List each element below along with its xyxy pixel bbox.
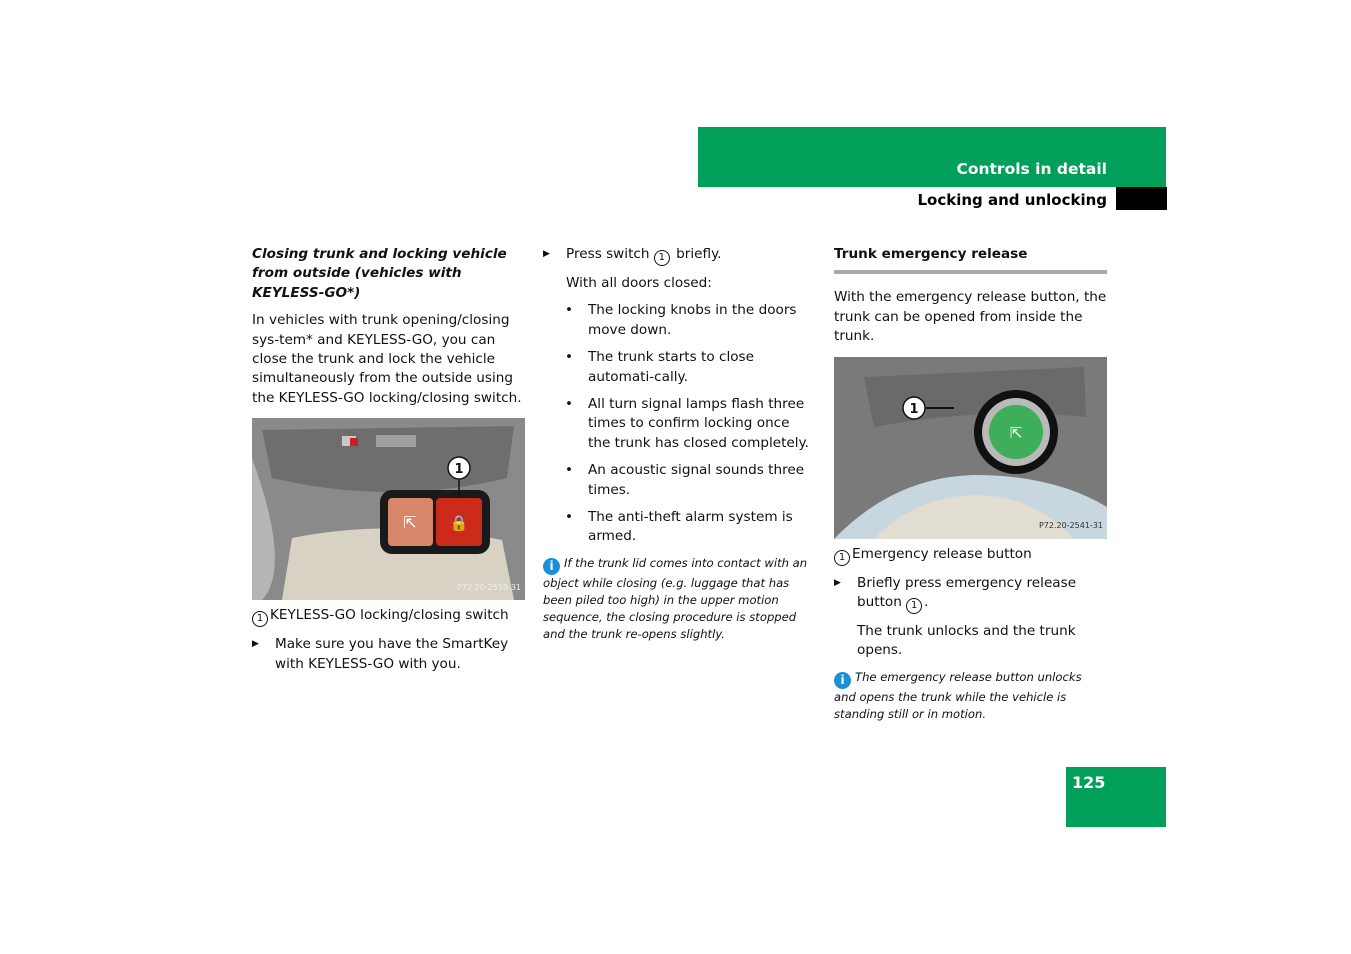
- bullet-item: • An acoustic signal sounds three times.: [543, 461, 815, 500]
- step-text-pre: Press switch: [566, 246, 650, 262]
- trunk-keyless-go-figure: [252, 418, 525, 600]
- trunk-keyless-go-illustration: [252, 418, 525, 600]
- callout-number: 1: [252, 611, 268, 627]
- figure-id: P72.20-2559-31: [456, 582, 521, 592]
- heading-rule: [834, 270, 1107, 274]
- col3-heading: Trunk emergency release: [834, 246, 1028, 262]
- col1-caption: [252, 606, 525, 627]
- step-text-post: briefly.: [676, 246, 722, 262]
- col1-intro: In vehicles with trunk opening/closing sys-tem* and KEYLESS-GO, you can close the trunk and lock the vehicle simultaneously from the outside using the KEYLESS-GO locking/closing switch.: [252, 312, 522, 406]
- callout-1-label: 1: [454, 462, 464, 478]
- column-2: [543, 245, 815, 651]
- section-title: Controls in detail: [956, 160, 1107, 178]
- info-icon: i: [543, 558, 560, 575]
- bullet-item: • The anti-theft alarm system is armed.: [543, 508, 815, 547]
- col3-intro: With the emergency release button, the trunk can be opened from inside the trunk.: [834, 289, 1107, 345]
- step-text-pre: Briefly press emergency release button: [857, 574, 1077, 611]
- callout-number: 1: [906, 598, 922, 614]
- page-number: 125: [1072, 773, 1106, 792]
- note-text: The emergency release button unlocks and opens the trunk while the vehicle is standing still or in motion.: [834, 669, 1082, 721]
- info-icon: i: [834, 672, 851, 689]
- emergency-release-illustration: [834, 357, 1107, 539]
- header-black-tab: [1116, 187, 1167, 210]
- col1-heading: Closing trunk and locking vehicle from outside (vehicles with KEYLESS-GO*): [252, 246, 507, 301]
- caption-text: Emergency release button: [852, 545, 1032, 562]
- col3-result: The trunk unlocks and the trunk opens.: [857, 623, 1076, 659]
- col2-step: [543, 245, 815, 266]
- bullet-item: • All turn signal lamps flash three times to confirm locking once the trunk has closed completely.: [543, 395, 815, 453]
- column-3: [834, 245, 1107, 731]
- callout-number: 1: [834, 550, 850, 566]
- figure-id: P72.20-2541-31: [1038, 521, 1103, 531]
- col3-step: [834, 574, 1107, 614]
- subsection-title: Locking and unlocking: [917, 191, 1107, 209]
- note-text: If the trunk lid comes into contact with an object while closing (e.g. luggage that has been piled too high) in the upper motion sequence, the closing procedure is stopped and the trunk re-opens slightly.: [543, 555, 808, 641]
- info-note: [834, 669, 1107, 723]
- info-note: [543, 555, 815, 643]
- bullet-item: • The trunk starts to close automati-cally.: [543, 348, 815, 387]
- callout-1-label: 1: [909, 401, 919, 417]
- caption-text: KEYLESS-GO locking/closing switch: [270, 607, 509, 624]
- svg-text:⇱: ⇱: [403, 513, 417, 533]
- callout-number: 1: [654, 250, 670, 266]
- svg-text:⇱: ⇱: [1009, 423, 1023, 442]
- step-text-post: .: [924, 594, 929, 611]
- col3-caption: [834, 545, 1107, 566]
- col2-condition: With all doors closed:: [566, 275, 712, 291]
- svg-text:🔒: 🔒: [449, 514, 469, 533]
- bullet-item: • The locking knobs in the doors move down.: [543, 301, 815, 340]
- column-1: [252, 245, 525, 682]
- page-number-box: [1066, 767, 1166, 827]
- header-green-bar: [698, 127, 1166, 187]
- col1-step: ▶ Make sure you have the SmartKey with KEYLESS-GO with you.: [252, 635, 525, 674]
- emergency-release-figure: [834, 357, 1107, 539]
